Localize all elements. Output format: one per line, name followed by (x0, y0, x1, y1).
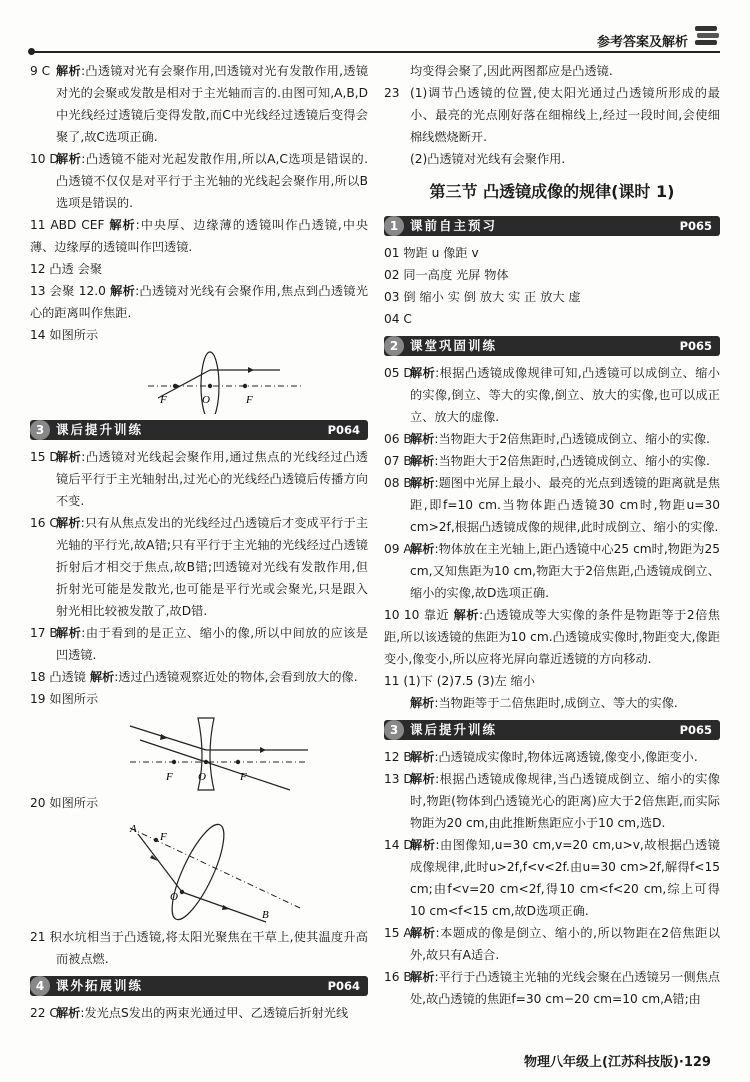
answer-12 (384, 746, 720, 768)
answer-text: :根据凸透镜成像规律,当凸透镜成倒立、缩小的实像时,物距(物体到凸透镜光心的距离)应大于2倍焦距,而实际物距为20 cm,由此推断焦距应小于10 cm,选D. (410, 772, 720, 830)
explanation-label: 解析 (56, 1006, 81, 1020)
answer-15 (30, 446, 368, 512)
right-column (384, 60, 720, 1010)
answer-18 (30, 666, 368, 688)
section-banner-class (384, 336, 720, 356)
answer-16 (30, 512, 368, 622)
answer-11 (30, 214, 368, 258)
explanation-label: 解析 (410, 454, 435, 468)
answer-13 (384, 768, 720, 834)
explanation-label: 解析 (410, 970, 435, 984)
label-f: F (160, 831, 167, 843)
answer-number: 14 如图所示 (30, 328, 99, 342)
answer-text: :题图中光屏上最小、最亮的光点到透镜的距离就是焦距,即f=10 cm.当物体距凸透镜30 cm时,物距u=30 cm>2f,根据凸透镜成像的规律,此时成倒立、缩小的实像. (410, 476, 721, 534)
incident-ray-2 (140, 740, 206, 762)
figure-20-oblique-lens (30, 814, 368, 926)
answer-number: 15 A (384, 926, 412, 940)
answer-number: 23 (384, 86, 400, 100)
answer-number: 14 D (384, 838, 413, 852)
preview-answer-4: 04 C (384, 312, 412, 326)
answer-text: :凸透镜成等大实像的条件是物距等于2倍焦距,所以该透镜的焦距为10 cm.凸透镜成实像时,物距变大,像距变小,像变小,所以应将光屏向靠近透镜的方向移动. (384, 608, 720, 666)
answer-text: :中央厚、边缘薄的透镜叫作凸透镜,中央薄、边缘厚的透镜叫作凹透镜. (30, 218, 369, 254)
answer-number: 10 D (30, 152, 59, 166)
answer-text: :平行于凸透镜主光轴的光线会聚在凸透镜另一侧焦点处,故凸透镜的焦距f=30 cm−20 cm=10 cm,A错;由 (410, 970, 721, 1006)
label-f-left: F (160, 394, 167, 406)
label-o: O (198, 771, 206, 783)
answer-10 (30, 148, 368, 214)
banner-page: P065 (679, 219, 712, 233)
answer-number: 11 ABD CEF (30, 218, 105, 232)
optical-center-point (180, 890, 184, 894)
label-f-left: F (166, 771, 173, 783)
answer-6 (384, 428, 720, 450)
preview-answer-1: 01 物距 u 像距 v (384, 246, 479, 260)
answer-12 (30, 258, 368, 280)
answer-text: :由于看到的是正立、缩小的像,所以中间放的应该是凹透镜. (56, 626, 368, 662)
answer-text: :由图像知,u=30 cm,v=20 cm,u>v,故根据凸透镜成像规律,此时u>2f,f<v<2f.由u=30 cm>2f,解得f<15 cm;由f<v=20 cm<2f,得10 cm<f<20 cm,综上可得10 cm<f<15 cm,故D选项正确. (410, 838, 720, 918)
focus-point (154, 838, 158, 842)
optical-center-point (208, 384, 212, 388)
explanation-label: 解析 (89, 670, 115, 684)
answer-text: 21 积水坑相当于凸透镜,将太阳光聚焦在干草上,使其温度升高而被点燃. (30, 930, 368, 966)
answer-16 (384, 966, 720, 1010)
label-f-right: F (240, 771, 247, 783)
answer-text: :透过凸透镜观察近处的物体,会看到放大的像. (114, 670, 358, 684)
label-o: O (170, 891, 178, 903)
answer-number: 12 B (384, 750, 412, 764)
answer-9 (384, 538, 720, 604)
explanation-label: 解析 (410, 838, 436, 852)
preview-answer-3: 03 倒 缩小 实 倒 放大 实 正 放大 虚 (384, 290, 581, 304)
answer-number: 09 A (384, 542, 412, 556)
answer-number: 18 凸透镜 (30, 670, 86, 684)
answer-11-explanation (384, 692, 720, 714)
answer-text: :根据凸透镜成像规律可知,凸透镜可以成倒立、缩小的实像,倒立、等大的实像,倒立、放大的实像,也可以成正立、放大的虚像. (410, 366, 720, 424)
refracted-ray-2 (206, 762, 290, 790)
explanation-label: 解析 (56, 516, 81, 530)
answer-14 (384, 834, 720, 922)
answer-number: 13 会聚 12.0 (30, 284, 106, 298)
answer-text: :发光点S发出的两束光通过甲、乙透镜后折射光线 (80, 1006, 349, 1020)
answer-number: 05 D (384, 366, 413, 380)
answer-text: :当物距大于2倍焦距时,凸透镜成倒立、缩小的实像. (434, 432, 710, 446)
answer-number: 07 B (384, 454, 412, 468)
banner-badge: 3 (30, 420, 50, 440)
explanation-label: 解析 (56, 152, 82, 166)
answer-22-continued (384, 60, 720, 82)
answer-5 (384, 362, 720, 428)
banner-page: P064 (327, 423, 360, 437)
answer-number: 16 C (30, 516, 58, 530)
answer-15 (384, 922, 720, 966)
explanation-label: 解析 (410, 432, 435, 446)
answer-22 (30, 1002, 368, 1024)
answer-text: :只有从焦点发出的光线经过凸透镜后才变成平行于主光轴的平行光,故A错;只有平行于主光轴的光线经过凸透镜折射后才相交于焦点,故B错;凹透镜对光线有发散作用,但折射光可能是发散光,也可能是平行光或会聚光,只是跟入射光相比较被发散了,故D错. (56, 516, 369, 618)
answer-text: :凸透镜对光线有会聚作用,焦点到凸透镜光心的距离叫作焦距. (30, 284, 369, 320)
focus-point (173, 384, 177, 388)
answer-11: 11 (1)下 (2)7.5 (3)左 缩小 (384, 674, 535, 688)
answer-10 (384, 604, 720, 670)
header-title: 参考答案及解析 (596, 35, 688, 50)
banner-title: 课堂巩固训练 (410, 338, 498, 353)
section-banner-after-class (30, 420, 368, 440)
banner-badge: 4 (30, 976, 50, 996)
section-title: 第三节 凸透镜成像的规律(课时 1) (429, 182, 675, 201)
section-banner-preview (384, 216, 720, 236)
answer-number: 9 C (30, 64, 51, 78)
explanation-label: 解析 (110, 284, 136, 298)
answer-number: 16 B (384, 970, 412, 984)
left-column (30, 60, 368, 1024)
preview-answer-2: 02 同一高度 光屏 物体 (384, 268, 509, 282)
answer-19 (30, 688, 368, 710)
explanation-label: 解析 (410, 366, 436, 380)
answer-23 (384, 82, 720, 148)
section-banner-after-class-2 (384, 720, 720, 740)
explanation-label: 解析 (109, 218, 136, 232)
answer-21 (30, 926, 368, 970)
answer-text: :凸透镜成实像时,物体远离透镜,像变小,像距变小. (434, 750, 698, 764)
answer-text: :凸透镜不能对光起发散作用,所以A,C选项是错误的.凸透镜不仅仅是对平行于主光轴的光线起会聚作用,所以B选项是错误的. (56, 152, 368, 210)
answer-number: 22 C (30, 1006, 58, 1020)
answer-text: :当物距等于二倍焦距时,成倒立、等大的实像. (434, 696, 678, 710)
arrow-icon (260, 747, 266, 753)
banner-page: P064 (327, 979, 360, 993)
label-f-right: F (246, 394, 253, 406)
banner-badge: 1 (384, 216, 404, 236)
explanation-label: 解析 (453, 608, 479, 622)
banner-title: 课后提升训练 (410, 722, 498, 737)
optical-center-point (204, 760, 208, 764)
answer-text: (1)调节凸透镜的位置,使太阳光通过凸透镜所形成的最小、最亮的光点刚好落在细棉线上,经过一段时间,会使细棉线燃烧断开. (410, 86, 720, 144)
answer-14 (30, 324, 368, 346)
explanation-label: 解析 (56, 450, 82, 464)
explanation-label: 解析 (56, 626, 82, 640)
label-o: O (202, 394, 210, 406)
answer-number: 10 10 靠近 (384, 608, 450, 622)
explanation-label: 解析 (410, 696, 435, 710)
answer-number: 19 如图所示 (30, 692, 99, 706)
answer-number: 12 凸透 会聚 (30, 262, 103, 276)
answer-text: :凸透镜对光线起会聚作用,通过焦点的光线经过凸透镜后平行于主光轴射出,过光心的光线经凸透镜后传播方向不变. (56, 450, 368, 508)
answer-text: :凸透镜对光有会聚作用,凹透镜对光有发散作用,透镜对光的会聚或发散是相对于主光轴而言的.由图可知,A,B,D中光线经过透镜后变得发散,而C中光线经过透镜后变得会聚了,故C选项正确. (56, 64, 369, 144)
banner-page: P065 (679, 723, 712, 737)
answer-text: 均变得会聚了,因此两图都应是凸透镜. (410, 64, 613, 78)
label-b: B (262, 909, 269, 921)
answer-number: 13 D (384, 772, 413, 786)
answer-number: 20 如图所示 (30, 796, 99, 810)
answer-13 (30, 280, 368, 324)
figure-14-convex-lens (30, 346, 368, 414)
explanation-label: 解析 (410, 926, 436, 940)
answer-number: 06 B (384, 432, 412, 446)
label-a: A (130, 823, 137, 835)
books-icon (694, 24, 720, 46)
banner-badge: 3 (384, 720, 404, 740)
answer-9 (30, 60, 368, 148)
answer-number: 08 B (384, 476, 412, 490)
answer-8 (384, 472, 720, 538)
answer-text: (2)凸透镜对光线有会聚作用. (410, 152, 566, 166)
banner-title: 课外拓展训练 (56, 978, 144, 993)
banner-page: P065 (679, 339, 712, 353)
answer-text: :当物距大于2倍焦距时,凸透镜成倒立、缩小的实像. (434, 454, 710, 468)
arrow-icon (248, 367, 254, 373)
answer-7 (384, 450, 720, 472)
focus-point (172, 760, 176, 764)
figure-19-concave-lens (30, 710, 368, 792)
explanation-label: 解析 (410, 476, 435, 490)
banner-badge: 2 (384, 336, 404, 356)
answer-23-part2 (384, 148, 720, 170)
answer-20 (30, 792, 368, 814)
section-banner-extension (30, 976, 368, 996)
explanation-label: 解析 (410, 542, 435, 556)
explanation-label: 解析 (410, 750, 435, 764)
page-footer: 物理八年级上(江苏科技版)·129 (524, 1055, 711, 1070)
answer-number: 15 D (30, 450, 59, 464)
focus-point (243, 384, 247, 388)
answer-17 (30, 622, 368, 666)
banner-title: 课前自主预习 (410, 218, 498, 233)
page-header (30, 18, 720, 54)
explanation-label: 解析 (410, 772, 436, 786)
answer-text: :物体放在主光轴上,距凸透镜中心25 cm时,物距为25 cm,又知焦距为10 cm,物距大于2倍焦距,凸透镜成倒立、缩小的实像,故D选项正确. (410, 542, 720, 600)
banner-title: 课后提升训练 (56, 422, 144, 437)
focus-point (236, 760, 240, 764)
answer-text: :本题成的像是倒立、缩小的,所以物距在2倍焦距以外,故只有A适合. (410, 926, 721, 962)
answer-number: 17 B (30, 626, 58, 640)
explanation-label: 解析 (56, 64, 81, 78)
